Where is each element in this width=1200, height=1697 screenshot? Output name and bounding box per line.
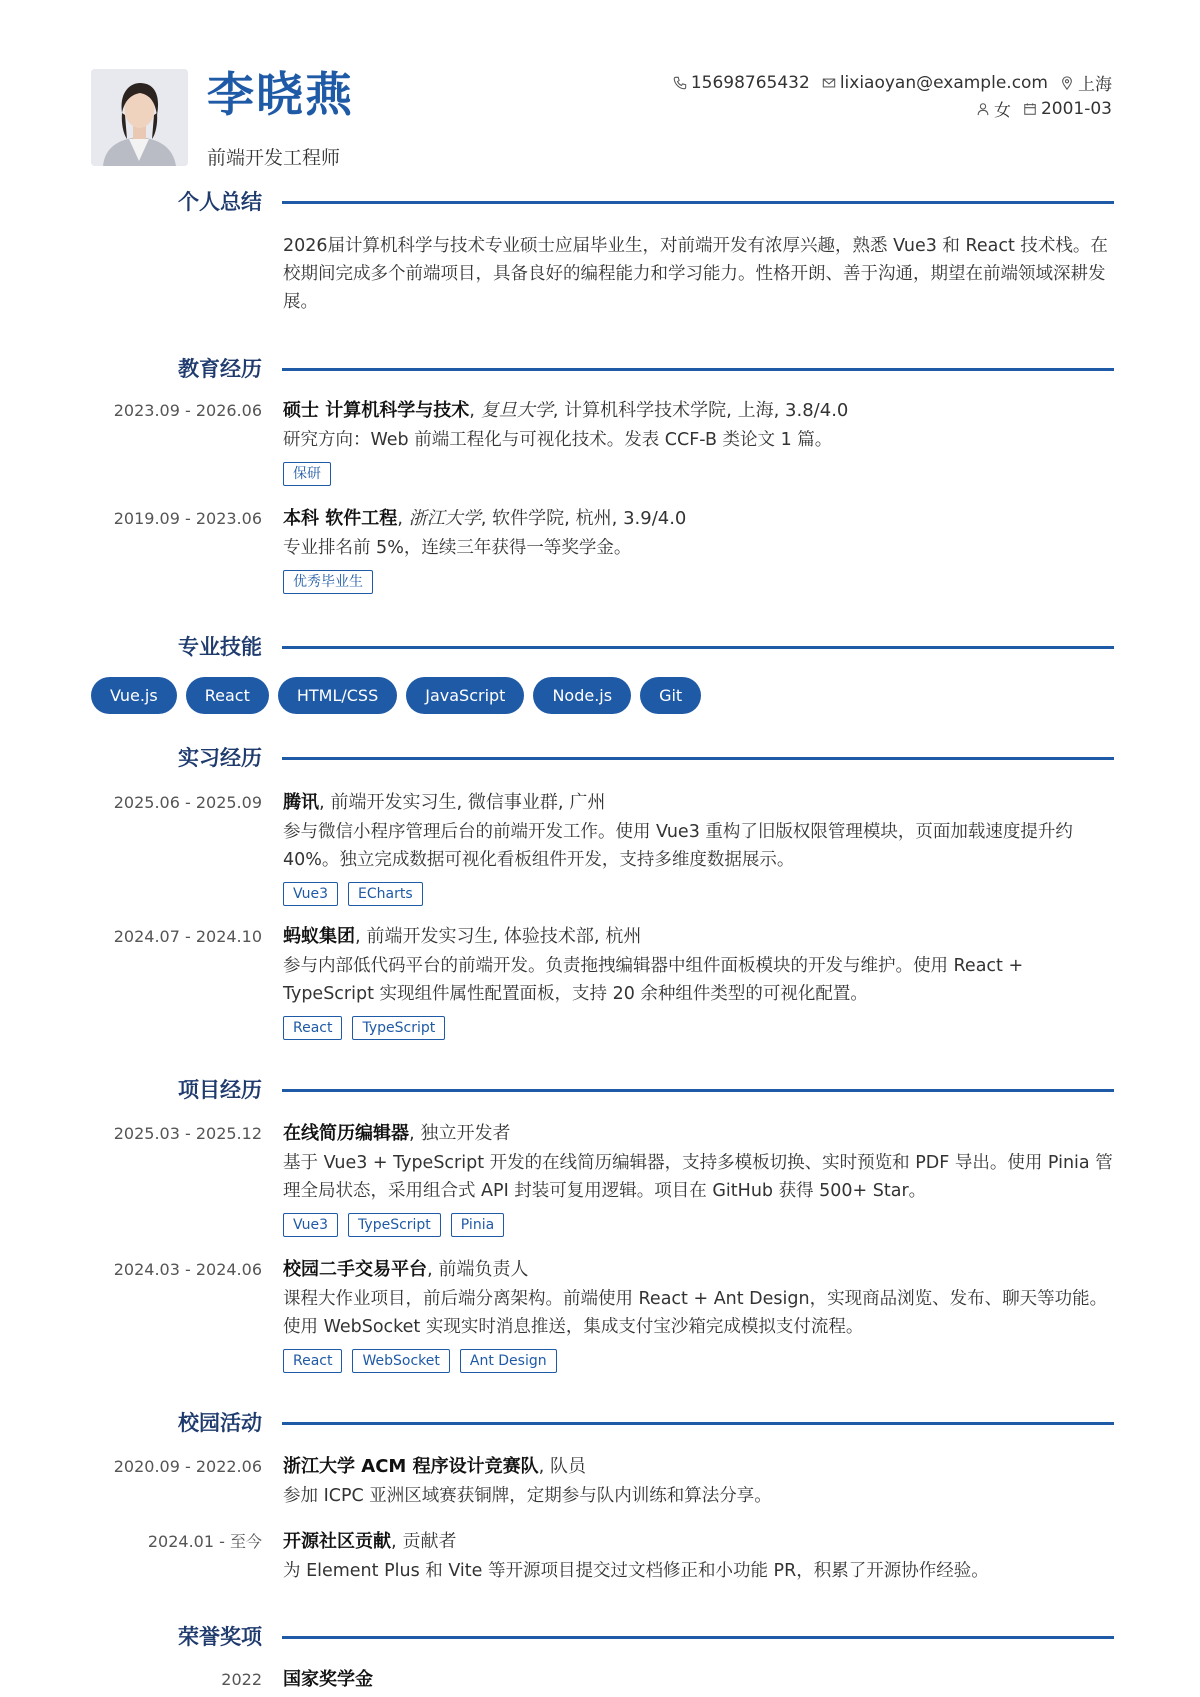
section-campus-header	[0, 1408, 1200, 1438]
skill-pill: Node.js	[533, 677, 631, 714]
section-projects-header	[0, 1075, 1200, 1105]
calendar-icon	[1023, 102, 1037, 116]
section-title: 专业技能	[178, 635, 262, 659]
person-icon	[976, 102, 990, 116]
tag: 优秀毕业生	[283, 570, 373, 594]
birth-item	[1023, 99, 1112, 119]
degree: 硕士 计算机科学与技术	[283, 400, 470, 421]
school: 复旦大学	[480, 400, 553, 421]
contact-row-1	[673, 70, 1112, 95]
entry-date: 2023.09 - 2026.06	[113, 401, 262, 420]
tag: Vue3	[283, 1213, 338, 1237]
entry-description: 研究方向：Web 前端工程化与可视化技术。发表 CCF-B 类论文 1 篇。	[283, 430, 833, 450]
section-title: 荣誉奖项	[178, 1625, 262, 1649]
location-item	[1060, 70, 1112, 95]
gender: 女	[993, 101, 1011, 121]
mail-icon	[822, 76, 836, 90]
skill-pill: React	[186, 677, 269, 714]
section-divider	[282, 1422, 1114, 1425]
entry-details: , 前端开发实习生, 体验技术部, 杭州	[355, 926, 642, 947]
tag: ECharts	[348, 882, 423, 906]
entry-details: , 软件学院, 杭州, 3.9/4.0	[480, 508, 687, 529]
section-title: 校园活动	[178, 1411, 262, 1435]
section-education-header	[0, 354, 1200, 384]
candidate-name: 李晓燕	[207, 68, 354, 123]
section-title: 个人总结	[178, 190, 262, 214]
company: 腾讯	[283, 792, 319, 813]
entry-description: 基于 Vue3 + TypeScript 开发的在线简历编辑器，支持多模板切换、实时预览和 PDF 导出。使用 Pinia 管理全局状态，采用组合式 API 封装可复用逻辑。项目在 GitHub 获得 500+ Star。	[283, 1153, 1113, 1201]
project-name: 校园二手交易平台	[283, 1259, 427, 1280]
contact-row-2	[976, 96, 1112, 121]
section-divider	[282, 1636, 1114, 1639]
skill-pill: Git	[640, 677, 701, 714]
entry-date: 2020.09 - 2022.06	[113, 1457, 262, 1476]
entry-details: , 前端负责人	[427, 1259, 529, 1280]
section-title: 教育经历	[178, 357, 262, 381]
location-pin-icon	[1060, 76, 1074, 90]
entry-description: 参与微信小程序管理后台的前端开发工作。使用 Vue3 重构了旧版权限管理模块，页面加载速度提升约 40%。独立完成数据可视化看板组件开发，支持多维度数据展示。	[283, 822, 1073, 870]
company: 蚂蚁集团	[283, 926, 355, 947]
section-summary-header	[0, 187, 1200, 217]
entry-description: 参与内部低代码平台的前端开发。负责拖拽编辑器中组件面板模块的开发与维护。使用 React + TypeScript 实现组件属性配置面板，支持 20 余种组件类型的可视化配置。	[283, 956, 1024, 1004]
section-skills-header	[0, 632, 1200, 662]
summary-text: 2026届计算机科学与技术专业硕士应届毕业生，对前端开发有浓厚兴趣，熟悉 Vue3 和 React 技术栈。在校期间完成多个前端项目，具备良好的编程能力和学习能力。性格开朗、善于沟通，期望在前端领域深耕发展。	[283, 236, 1108, 312]
section-title: 实习经历	[178, 746, 262, 770]
entry-date: 2024.01 - 至今	[147, 1532, 262, 1551]
tag: React	[283, 1349, 342, 1373]
entry-details: , 贡献者	[391, 1531, 457, 1552]
entry-date: 2024.07 - 2024.10	[113, 927, 262, 946]
tag: TypeScript	[348, 1213, 441, 1237]
email-item	[822, 73, 1048, 93]
tag: 保研	[283, 462, 331, 486]
section-honors-header	[0, 1622, 1200, 1652]
skills-list	[91, 677, 701, 714]
entry-details: , 前端开发实习生, 微信事业群, 广州	[319, 792, 606, 813]
entry-description: 专业排名前 5%，连续三年获得一等奖学金。	[283, 538, 632, 558]
job-title: 前端开发工程师	[207, 147, 341, 169]
skill-pill: Vue.js	[91, 677, 177, 714]
honor-name: 国家奖学金	[283, 1669, 373, 1690]
entry-details: , 独立开发者	[409, 1123, 511, 1144]
avatar	[91, 69, 188, 166]
skill-pill: JavaScript	[406, 677, 524, 714]
entry-description: 课程大作业项目，前后端分离架构。前端使用 React + Ant Design，实现商品浏览、发布、聊天等功能。使用 WebSocket 实现实时消息推送，集成支付宝沙箱完成模拟支付流程。	[283, 1289, 1108, 1337]
tag: Vue3	[283, 882, 338, 906]
entry-description: 为 Element Plus 和 Vite 等开源项目提交过文档修正和小功能 PR，积累了开源协作经验。	[283, 1561, 989, 1581]
phone-number: 15698765432	[690, 72, 810, 93]
degree: 本科 软件工程	[283, 508, 398, 529]
entry-date: 2022	[221, 1670, 262, 1689]
comma: ,	[397, 508, 409, 529]
tag: TypeScript	[352, 1016, 445, 1040]
entry-details: , 队员	[538, 1456, 587, 1477]
tag: Ant Design	[460, 1349, 557, 1373]
entry-date: 2019.09 - 2023.06	[113, 509, 262, 528]
phone-icon	[673, 76, 687, 90]
section-divider	[282, 1089, 1114, 1092]
tag: React	[283, 1016, 342, 1040]
project-name: 在线简历编辑器	[283, 1123, 409, 1144]
section-divider	[282, 757, 1114, 760]
entry-date: 2025.06 - 2025.09	[113, 793, 262, 812]
section-divider	[282, 646, 1114, 649]
school: 浙江大学	[408, 508, 481, 529]
activity-name: 开源社区贡献	[283, 1531, 391, 1552]
section-divider	[282, 368, 1114, 371]
activity-name: 浙江大学 ACM 程序设计竞赛队	[283, 1456, 539, 1477]
avatar-photo	[91, 69, 188, 166]
city: 上海	[1078, 75, 1112, 95]
entry-date: 2025.03 - 2025.12	[113, 1124, 262, 1143]
comma: ,	[469, 400, 481, 421]
birth-date: 2001-03	[1040, 98, 1112, 119]
email-address: lixiaoyan@example.com	[839, 72, 1048, 93]
skill-pill: HTML/CSS	[278, 677, 397, 714]
tag: Pinia	[451, 1213, 504, 1237]
tag: WebSocket	[352, 1349, 449, 1373]
section-divider	[282, 201, 1114, 204]
section-internship-header	[0, 743, 1200, 773]
entry-description: 参加 ICPC 亚洲区域赛获铜牌，定期参与队内训练和算法分享。	[283, 1486, 772, 1506]
phone-item	[673, 73, 810, 93]
entry-date: 2024.03 - 2024.06	[113, 1260, 262, 1279]
section-title: 项目经历	[178, 1078, 262, 1102]
gender-item	[976, 96, 1011, 121]
entry-details: , 计算机科学技术学院, 上海, 3.8/4.0	[552, 400, 849, 421]
